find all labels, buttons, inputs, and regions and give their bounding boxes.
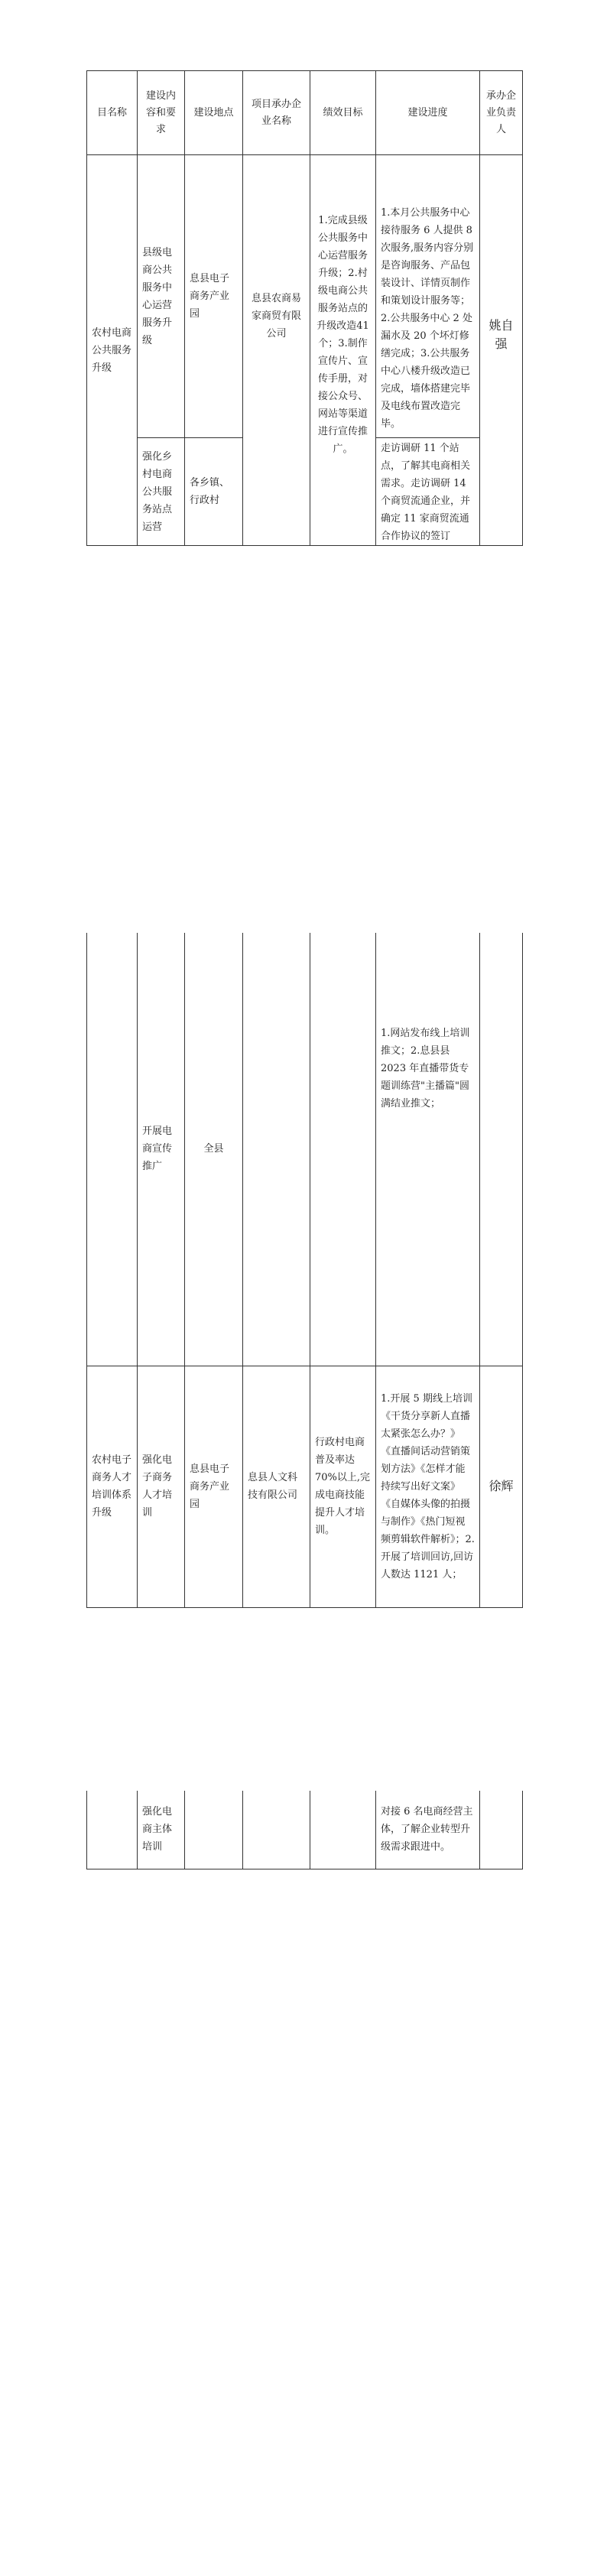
header-progress: 建设进度 [376, 71, 480, 155]
project-name-cell [87, 1791, 138, 1869]
table-page-1 [86, 70, 523, 546]
location-cell [185, 1791, 243, 1869]
progress-cell: 1.开展 5 期线上培训《干货分享新人直播太紧张怎么办？》《直播间话动营销策划方法》《怎样才能持续写出好文案》《自媒体头像的拍摄与制作》《热门短视频剪辑软件解析》；2.开展了培训回访,回访人数达 1121 人； [376, 1366, 480, 1607]
header-company: 项目承办企业名称 [243, 71, 310, 155]
content-cell: 强化电商主体培训 [138, 1791, 185, 1869]
project-name-cell [87, 933, 138, 1366]
table-page-2 [86, 933, 523, 1608]
content-cell: 强化乡村电商公共服务站点运营 [138, 438, 185, 546]
progress-cell: 对接 6 名电商经营主体，了解企业转型升级需求跟进中。 [376, 1791, 480, 1869]
page-3 [0, 1716, 607, 2576]
table-row [87, 155, 523, 438]
manager-cell [480, 1791, 523, 1869]
goal-cell [310, 933, 376, 1366]
goal-cell [310, 1791, 376, 1869]
company-cell [243, 933, 310, 1366]
header-manager: 承办企业负责人 [480, 71, 523, 155]
manager-cell: 姚自强 [480, 155, 523, 546]
progress-cell: 1.网站发布线上培训推文；2.息县县 2023 年直播带货专题训练营"主播篇"圆满结业推文； [376, 933, 480, 1366]
goal-cell: 行政村电商普及率达70%以上,完成电商技能提升人才培训。 [310, 1366, 376, 1607]
location-cell: 全县 [185, 933, 243, 1366]
header-goal: 绩效目标 [310, 71, 376, 155]
table-row [87, 933, 523, 1366]
content-cell: 县级电商公共服务中心运营服务升级 [138, 155, 185, 438]
page-2 [0, 858, 607, 1714]
table-page-3 [86, 1791, 523, 1869]
content-cell: 强化电子商务人才培训 [138, 1366, 185, 1607]
manager-cell: 徐辉 [480, 1366, 523, 1607]
goal-cell: 1.完成县级公共服务中心运营服务升级；2.村级电商公共服务站点的升级改造41个；3.制作宣传片、宣传手册，对接公众号、网站等渠道进行宣传推广。 [310, 155, 376, 546]
progress-cell: 走访调研 11 个站点，了解其电商相关需求。走访调研 14 个商贸流通企业，并确定 11 家商贸流通合作协议的签订 [376, 438, 480, 546]
header-project-name: 目名称 [87, 71, 138, 155]
company-cell [243, 1791, 310, 1869]
project-name-cell: 农村电子商务人才培训体系升级 [87, 1366, 138, 1607]
header-content: 建设内容和要求 [138, 71, 185, 155]
location-cell: 息县电子商务产业园 [185, 155, 243, 438]
manager-cell [480, 933, 523, 1366]
company-cell: 息县农商易家商贸有限公司 [243, 155, 310, 546]
table-row [87, 1366, 523, 1607]
location-cell: 息县电子商务产业园 [185, 1366, 243, 1607]
company-cell: 息县人文科技有限公司 [243, 1366, 310, 1607]
project-name-cell: 农村电商公共服务升级 [87, 155, 138, 546]
table-header-row [87, 71, 523, 155]
table-row [87, 1791, 523, 1869]
content-cell: 开展电商宣传推广 [138, 933, 185, 1366]
progress-cell: 1.本月公共服务中心接待服务 6 人提供 8 次服务,服务内容分别是咨询服务、产品包装设计、详情页制作和策划设计服务等；2.公共服务中心 2 处漏水及 20 个坏灯修缮完成；3.公共服务中心八楼升级改造已完成，墙体搭建完毕及电线布置改造完毕。 [376, 155, 480, 438]
page-1 [0, 0, 607, 856]
header-location: 建设地点 [185, 71, 243, 155]
location-cell: 各乡镇、行政村 [185, 438, 243, 546]
